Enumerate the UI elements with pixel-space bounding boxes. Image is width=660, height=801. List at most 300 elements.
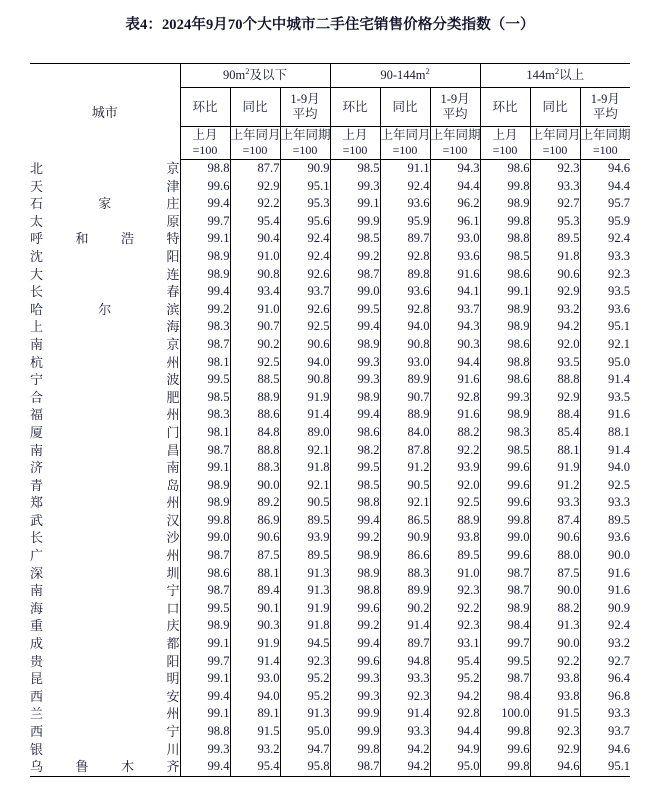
city-name-cell: 郑州 bbox=[30, 495, 180, 511]
value-cell: 93.3 bbox=[380, 670, 430, 688]
value-cell: 95.9 bbox=[380, 213, 430, 231]
value-cell: 93.5 bbox=[530, 354, 580, 372]
value-cell: 98.9 bbox=[480, 301, 530, 319]
value-cell: 99.0 bbox=[480, 529, 530, 547]
value-cell: 93.8 bbox=[530, 688, 580, 706]
value-cell: 92.2 bbox=[530, 653, 580, 671]
value-cell: 90.4 bbox=[230, 230, 280, 248]
value-cell: 84.0 bbox=[380, 424, 430, 442]
value-cell: 99.8 bbox=[180, 512, 230, 530]
value-cell: 99.3 bbox=[330, 178, 380, 196]
table-row bbox=[30, 547, 630, 565]
city-name-cell: 海口 bbox=[30, 600, 180, 616]
value-cell: 91.0 bbox=[430, 565, 480, 583]
city-name-cell: 贵阳 bbox=[30, 653, 180, 669]
value-cell: 88.6 bbox=[230, 406, 280, 424]
value-cell: 90.9 bbox=[380, 529, 430, 547]
value-cell: 90.0 bbox=[580, 547, 630, 565]
value-cell: 98.6 bbox=[330, 424, 380, 442]
value-cell: 96.2 bbox=[430, 195, 480, 213]
value-cell: 92.5 bbox=[430, 494, 480, 512]
value-cell: 99.3 bbox=[330, 371, 380, 389]
value-cell: 90.8 bbox=[380, 336, 430, 354]
base-line2: =100 bbox=[192, 143, 218, 157]
city-name-cell: 乌鲁木齐 bbox=[30, 758, 180, 776]
table-row bbox=[30, 758, 630, 776]
table-row bbox=[30, 477, 630, 495]
group-label-sup: 2 bbox=[425, 65, 430, 76]
value-cell: 99.8 bbox=[480, 213, 530, 231]
value-cell: 93.3 bbox=[530, 178, 580, 196]
base-line1: 上年同期 bbox=[430, 128, 481, 142]
value-cell: 98.7 bbox=[480, 670, 530, 688]
value-cell: 88.2 bbox=[430, 424, 480, 442]
value-cell: 91.4 bbox=[280, 406, 330, 424]
value-cell: 90.7 bbox=[380, 389, 430, 407]
value-cell: 98.2 bbox=[330, 442, 380, 460]
header-group-90-or-less bbox=[180, 64, 330, 88]
value-cell: 90.0 bbox=[530, 635, 580, 653]
value-cell: 93.2 bbox=[530, 301, 580, 319]
table-row bbox=[30, 160, 630, 178]
group-label-prefix: 90-144m bbox=[380, 68, 426, 82]
city-name-cell: 福州 bbox=[30, 407, 180, 423]
value-cell: 95.2 bbox=[430, 670, 480, 688]
value-cell: 93.1 bbox=[430, 635, 480, 653]
city-name-cell: 大连 bbox=[30, 266, 180, 282]
value-cell: 98.5 bbox=[480, 248, 530, 266]
value-cell: 92.2 bbox=[230, 195, 280, 213]
value-cell: 89.1 bbox=[230, 705, 280, 723]
value-cell: 96.1 bbox=[430, 213, 480, 231]
base-line1: 上年同月 bbox=[230, 128, 281, 142]
value-cell: 92.9 bbox=[530, 389, 580, 407]
table-row bbox=[30, 565, 630, 583]
value-cell: 99.0 bbox=[330, 283, 380, 301]
value-cell: 88.3 bbox=[230, 459, 280, 477]
price-index-table bbox=[30, 63, 630, 777]
value-cell: 98.8 bbox=[480, 354, 530, 372]
value-cell: 92.6 bbox=[280, 301, 330, 319]
table-row bbox=[30, 600, 630, 618]
value-cell: 98.9 bbox=[480, 318, 530, 336]
value-cell: 91.4 bbox=[380, 705, 430, 723]
header-base-lastmonth-g3 bbox=[480, 127, 530, 160]
city-name-cell: 广州 bbox=[30, 548, 180, 564]
value-cell: 90.2 bbox=[230, 336, 280, 354]
value-cell: 92.3 bbox=[430, 617, 480, 635]
table-container bbox=[30, 34, 630, 777]
value-cell: 98.9 bbox=[330, 336, 380, 354]
header-base-samemonth-g1 bbox=[230, 127, 280, 160]
base-line2: =100 bbox=[242, 143, 268, 157]
value-cell: 99.7 bbox=[480, 635, 530, 653]
value-cell: 99.6 bbox=[330, 653, 380, 671]
value-cell: 99.6 bbox=[480, 494, 530, 512]
value-cell: 90.0 bbox=[530, 582, 580, 600]
group-label-prefix: 144m bbox=[526, 68, 555, 82]
value-cell: 88.9 bbox=[430, 512, 480, 530]
value-cell: 94.5 bbox=[280, 635, 330, 653]
value-cell: 99.3 bbox=[180, 741, 230, 759]
value-cell: 88.1 bbox=[580, 424, 630, 442]
city-name-cell: 西安 bbox=[30, 688, 180, 704]
city-name-cell: 天津 bbox=[30, 178, 180, 194]
value-cell: 86.9 bbox=[230, 512, 280, 530]
group-label-sup: 2 bbox=[245, 65, 250, 76]
title-block bbox=[0, 0, 660, 34]
table-row bbox=[30, 354, 630, 372]
value-cell: 98.4 bbox=[480, 617, 530, 635]
base-line1: 上年同期 bbox=[580, 128, 631, 142]
value-cell: 92.9 bbox=[530, 283, 580, 301]
value-cell: 99.4 bbox=[330, 406, 380, 424]
value-cell: 99.1 bbox=[180, 670, 230, 688]
value-cell: 93.3 bbox=[530, 494, 580, 512]
value-cell: 95.4 bbox=[230, 213, 280, 231]
table-row bbox=[30, 741, 630, 759]
value-cell: 93.6 bbox=[380, 195, 430, 213]
header-measure-avg-g2 bbox=[430, 88, 480, 127]
value-cell: 98.5 bbox=[330, 477, 380, 495]
value-cell: 93.8 bbox=[430, 529, 480, 547]
value-cell: 85.4 bbox=[530, 424, 580, 442]
table-row bbox=[30, 670, 630, 688]
measure-line1: 环比 bbox=[492, 99, 518, 114]
value-cell: 86.5 bbox=[380, 512, 430, 530]
value-cell: 98.9 bbox=[480, 406, 530, 424]
value-cell: 99.9 bbox=[330, 723, 380, 741]
city-name-cell: 沈阳 bbox=[30, 248, 180, 264]
value-cell: 89.4 bbox=[230, 582, 280, 600]
value-cell: 98.5 bbox=[480, 442, 530, 460]
value-cell: 94.0 bbox=[380, 318, 430, 336]
value-cell: 88.3 bbox=[380, 565, 430, 583]
value-cell: 91.6 bbox=[580, 565, 630, 583]
value-cell: 92.7 bbox=[530, 195, 580, 213]
value-cell: 88.8 bbox=[530, 371, 580, 389]
value-cell: 87.5 bbox=[530, 565, 580, 583]
table-row bbox=[30, 301, 630, 319]
value-cell: 90.8 bbox=[280, 371, 330, 389]
value-cell: 92.2 bbox=[430, 600, 480, 618]
value-cell: 91.0 bbox=[230, 301, 280, 319]
value-cell: 98.1 bbox=[180, 424, 230, 442]
value-cell: 92.8 bbox=[380, 301, 430, 319]
value-cell: 92.3 bbox=[430, 582, 480, 600]
value-cell: 98.8 bbox=[480, 230, 530, 248]
value-cell: 95.7 bbox=[580, 195, 630, 213]
value-cell: 89.7 bbox=[380, 230, 430, 248]
table-row bbox=[30, 617, 630, 635]
value-cell: 92.4 bbox=[380, 178, 430, 196]
value-cell: 91.0 bbox=[230, 248, 280, 266]
value-cell: 90.6 bbox=[230, 529, 280, 547]
value-cell: 98.6 bbox=[480, 336, 530, 354]
value-cell: 94.8 bbox=[380, 653, 430, 671]
value-cell: 90.0 bbox=[230, 477, 280, 495]
value-cell: 99.6 bbox=[180, 178, 230, 196]
value-cell: 98.8 bbox=[180, 723, 230, 741]
base-line2: =100 bbox=[392, 143, 418, 157]
city-name-cell: 兰州 bbox=[30, 706, 180, 722]
header-base-samemonth-g3 bbox=[530, 127, 580, 160]
value-cell: 91.3 bbox=[280, 705, 330, 723]
value-cell: 93.9 bbox=[280, 529, 330, 547]
value-cell: 90.7 bbox=[230, 318, 280, 336]
value-cell: 94.0 bbox=[580, 459, 630, 477]
value-cell: 94.3 bbox=[430, 160, 480, 178]
base-line2: =100 bbox=[492, 143, 518, 157]
value-cell: 98.3 bbox=[180, 318, 230, 336]
value-cell: 92.9 bbox=[530, 741, 580, 759]
base-line1: 上月 bbox=[342, 128, 368, 142]
header-measure-avg-g1 bbox=[280, 88, 330, 127]
value-cell: 90.6 bbox=[530, 266, 580, 284]
value-cell: 98.9 bbox=[480, 600, 530, 618]
table-row bbox=[30, 230, 630, 248]
value-cell: 91.3 bbox=[280, 565, 330, 583]
value-cell: 92.4 bbox=[580, 617, 630, 635]
value-cell: 89.5 bbox=[580, 512, 630, 530]
value-cell: 94.0 bbox=[280, 354, 330, 372]
table-row bbox=[30, 653, 630, 671]
value-cell: 92.3 bbox=[530, 723, 580, 741]
value-cell: 92.1 bbox=[280, 477, 330, 495]
city-name-cell: 长沙 bbox=[30, 530, 180, 546]
value-cell: 91.4 bbox=[580, 371, 630, 389]
city-name-cell: 成都 bbox=[30, 636, 180, 652]
header-measure-avg-g3 bbox=[580, 88, 630, 127]
value-cell: 98.5 bbox=[330, 160, 380, 178]
table-row bbox=[30, 389, 630, 407]
value-cell: 88.2 bbox=[530, 600, 580, 618]
value-cell: 98.8 bbox=[330, 582, 380, 600]
value-cell: 98.7 bbox=[330, 266, 380, 284]
city-name-cell: 西宁 bbox=[30, 724, 180, 739]
value-cell: 99.6 bbox=[480, 477, 530, 495]
value-cell: 99.5 bbox=[330, 301, 380, 319]
value-cell: 94.0 bbox=[230, 688, 280, 706]
value-cell: 92.8 bbox=[430, 389, 480, 407]
value-cell: 90.5 bbox=[280, 494, 330, 512]
value-cell: 91.2 bbox=[380, 459, 430, 477]
value-cell: 90.5 bbox=[380, 477, 430, 495]
city-name-cell: 南宁 bbox=[30, 583, 180, 599]
value-cell: 98.3 bbox=[480, 424, 530, 442]
value-cell: 94.4 bbox=[430, 354, 480, 372]
value-cell: 98.7 bbox=[180, 582, 230, 600]
group-label-suffix: 及以下 bbox=[249, 68, 288, 82]
value-cell: 98.7 bbox=[480, 582, 530, 600]
value-cell: 93.2 bbox=[230, 741, 280, 759]
value-cell: 98.9 bbox=[330, 547, 380, 565]
table-row bbox=[30, 442, 630, 460]
value-cell: 92.8 bbox=[380, 248, 430, 266]
value-cell: 93.8 bbox=[530, 670, 580, 688]
header-measure-mom-g3 bbox=[480, 88, 530, 127]
city-name-cell: 昆明 bbox=[30, 671, 180, 687]
city-name-cell: 青岛 bbox=[30, 477, 180, 493]
value-cell: 92.5 bbox=[280, 318, 330, 336]
measure-line1: 环比 bbox=[342, 99, 368, 114]
value-cell: 99.1 bbox=[180, 230, 230, 248]
base-line1: 上年同月 bbox=[380, 128, 431, 142]
value-cell: 98.7 bbox=[180, 547, 230, 565]
header-base-sameperiod-g2 bbox=[430, 127, 480, 160]
value-cell: 90.6 bbox=[280, 336, 330, 354]
value-cell: 99.4 bbox=[180, 283, 230, 301]
value-cell: 98.5 bbox=[180, 389, 230, 407]
value-cell: 92.4 bbox=[580, 230, 630, 248]
measure-line2: 平均 bbox=[292, 107, 318, 121]
value-cell: 98.4 bbox=[480, 688, 530, 706]
value-cell: 95.4 bbox=[430, 653, 480, 671]
header-row-group bbox=[30, 64, 630, 88]
header-measure-yoy-g3 bbox=[530, 88, 580, 127]
value-cell: 92.0 bbox=[430, 477, 480, 495]
value-cell: 95.0 bbox=[430, 758, 480, 776]
header-base-sameperiod-g1 bbox=[280, 127, 330, 160]
base-line2: =100 bbox=[342, 143, 368, 157]
value-cell: 95.2 bbox=[280, 670, 330, 688]
value-cell: 98.7 bbox=[330, 758, 380, 776]
value-cell: 99.8 bbox=[480, 723, 530, 741]
value-cell: 93.7 bbox=[280, 283, 330, 301]
base-line2: =100 bbox=[592, 143, 618, 157]
value-cell: 91.4 bbox=[230, 653, 280, 671]
header-measure-yoy-g1 bbox=[230, 88, 280, 127]
value-cell: 99.8 bbox=[330, 741, 380, 759]
measure-line1: 同比 bbox=[392, 99, 418, 114]
value-cell: 94.6 bbox=[580, 741, 630, 759]
value-cell: 98.6 bbox=[180, 565, 230, 583]
value-cell: 94.7 bbox=[280, 741, 330, 759]
measure-line1: 1-9月 bbox=[590, 92, 620, 106]
value-cell: 94.2 bbox=[530, 318, 580, 336]
base-line1: 上月 bbox=[492, 128, 518, 142]
value-cell: 98.7 bbox=[180, 336, 230, 354]
table-row bbox=[30, 371, 630, 389]
table-row bbox=[30, 529, 630, 547]
value-cell: 95.1 bbox=[580, 318, 630, 336]
value-cell: 90.6 bbox=[530, 529, 580, 547]
value-cell: 91.6 bbox=[430, 266, 480, 284]
value-cell: 99.9 bbox=[330, 705, 380, 723]
table-header bbox=[30, 64, 630, 160]
value-cell: 88.5 bbox=[230, 371, 280, 389]
value-cell: 91.8 bbox=[280, 459, 330, 477]
value-cell: 90.2 bbox=[380, 600, 430, 618]
value-cell: 94.2 bbox=[380, 758, 430, 776]
value-cell: 91.6 bbox=[430, 371, 480, 389]
value-cell: 99.9 bbox=[330, 213, 380, 231]
value-cell: 99.4 bbox=[330, 635, 380, 653]
value-cell: 92.3 bbox=[530, 160, 580, 178]
value-cell: 95.3 bbox=[530, 213, 580, 231]
table-row bbox=[30, 688, 630, 706]
value-cell: 93.0 bbox=[230, 670, 280, 688]
value-cell: 94.9 bbox=[430, 741, 480, 759]
value-cell: 88.8 bbox=[230, 442, 280, 460]
value-cell: 99.1 bbox=[480, 283, 530, 301]
value-cell: 88.9 bbox=[230, 389, 280, 407]
value-cell: 95.4 bbox=[230, 758, 280, 776]
city-name-cell: 杭州 bbox=[30, 354, 180, 370]
value-cell: 99.2 bbox=[180, 301, 230, 319]
value-cell: 93.6 bbox=[380, 283, 430, 301]
value-cell: 99.3 bbox=[480, 389, 530, 407]
value-cell: 93.0 bbox=[380, 354, 430, 372]
value-cell: 98.8 bbox=[330, 494, 380, 512]
value-cell: 89.2 bbox=[230, 494, 280, 512]
value-cell: 87.5 bbox=[230, 547, 280, 565]
value-cell: 91.2 bbox=[530, 477, 580, 495]
header-base-lastmonth-g2 bbox=[330, 127, 380, 160]
city-name-cell: 太原 bbox=[30, 213, 180, 229]
table-body bbox=[30, 160, 630, 777]
value-cell: 92.0 bbox=[530, 336, 580, 354]
value-cell: 99.1 bbox=[180, 705, 230, 723]
group-label-prefix: 90m bbox=[223, 68, 246, 82]
value-cell: 99.1 bbox=[330, 195, 380, 213]
page-title: 表4：2024年9月70个大中城市二手住宅销售价格分类指数（一） bbox=[125, 17, 535, 33]
value-cell: 92.8 bbox=[430, 705, 480, 723]
value-cell: 90.9 bbox=[580, 600, 630, 618]
value-cell: 90.3 bbox=[230, 617, 280, 635]
value-cell: 91.6 bbox=[580, 582, 630, 600]
value-cell: 86.6 bbox=[380, 547, 430, 565]
value-cell: 89.9 bbox=[380, 582, 430, 600]
value-cell: 93.5 bbox=[580, 389, 630, 407]
value-cell: 92.3 bbox=[380, 688, 430, 706]
value-cell: 89.7 bbox=[380, 635, 430, 653]
city-name-cell: 哈尔滨 bbox=[30, 301, 180, 317]
table-row bbox=[30, 213, 630, 231]
table-row bbox=[30, 406, 630, 424]
value-cell: 91.5 bbox=[530, 705, 580, 723]
value-cell: 94.4 bbox=[580, 178, 630, 196]
base-line1: 上年同期 bbox=[280, 128, 331, 142]
measure-line1: 1-9月 bbox=[290, 92, 320, 106]
value-cell: 99.4 bbox=[180, 758, 230, 776]
value-cell: 98.9 bbox=[180, 266, 230, 284]
value-cell: 93.2 bbox=[580, 635, 630, 653]
value-cell: 98.1 bbox=[180, 354, 230, 372]
value-cell: 87.7 bbox=[230, 160, 280, 178]
value-cell: 93.6 bbox=[580, 301, 630, 319]
value-cell: 98.9 bbox=[330, 389, 380, 407]
city-name-cell: 南昌 bbox=[30, 442, 180, 458]
value-cell: 99.2 bbox=[330, 529, 380, 547]
value-cell: 91.9 bbox=[280, 600, 330, 618]
value-cell: 98.7 bbox=[180, 442, 230, 460]
value-cell: 88.1 bbox=[530, 442, 580, 460]
value-cell: 93.3 bbox=[380, 723, 430, 741]
value-cell: 94.4 bbox=[430, 723, 480, 741]
value-cell: 98.3 bbox=[180, 406, 230, 424]
value-cell: 99.0 bbox=[180, 529, 230, 547]
value-cell: 92.4 bbox=[280, 248, 330, 266]
value-cell: 99.5 bbox=[180, 600, 230, 618]
table-row bbox=[30, 336, 630, 354]
value-cell: 92.1 bbox=[580, 336, 630, 354]
value-cell: 91.9 bbox=[280, 389, 330, 407]
table-row bbox=[30, 723, 630, 741]
value-cell: 99.6 bbox=[330, 600, 380, 618]
base-line1: 上月 bbox=[192, 128, 218, 142]
value-cell: 93.3 bbox=[580, 705, 630, 723]
